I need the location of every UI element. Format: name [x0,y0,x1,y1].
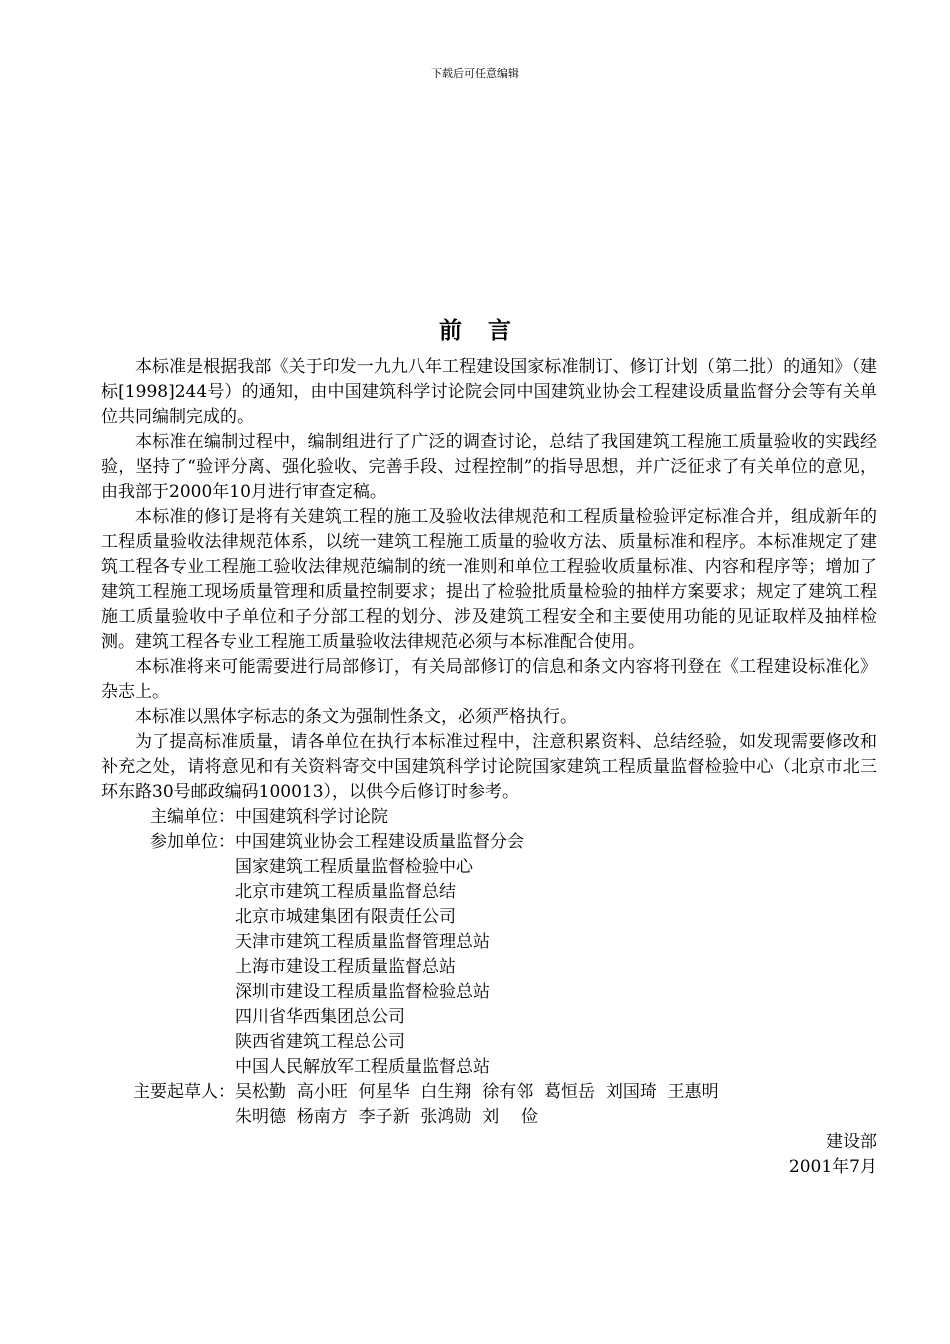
participating-unit: 四川省华西集团总公司 [235,1007,405,1027]
page-title: 前言 [439,317,537,344]
paragraph-2: 本标准在编制过程中，编制组进行了广泛的调查讨论，总结了我国建筑工程施工质量验收的实践经验，坚持了“验评分离、强化验收、完善手段、过程控制”的指导思想，并广泛征求了有关单位的意见，由我部于2000年10月进行审查定稿。 [101,432,877,502]
participating-units-list [235,830,877,1080]
preface-body [101,355,877,1180]
signature-date: 2001年7月 [788,1157,877,1177]
header-note: 下载后可任意编辑 [431,67,519,80]
paragraph-1: 本标准是根据我部《关于印发一九九八年工程建设国家标准制订、修订计划（第二批）的通知》（建标[1998]244号）的通知，由中国建筑科学讨论院会同中国建筑业协会工程建设质量监督分会等有关单位共同编制完成的。 [101,357,877,427]
participating-unit: 北京市城建集团有限责任公司 [235,907,456,927]
drafters-row [101,1080,877,1130]
signature-org: 建设部 [826,1132,877,1152]
chief-unit-row [101,805,877,830]
paragraph-4: 本标准将来可能需要进行局部修订，有关局部修订的信息和条文内容将刊登在《工程建设标准化》杂志上。 [101,657,877,702]
paragraph-3: 本标准的修订是将有关建筑工程的施工及验收法律规范和工程质量检验评定标准合并，组成新年的工程质量验收法律规范体系，以统一建筑工程施工质量的验收方法、质量标准和程序。本标准规定了建筑工程各专业工程施工验收法律规范编制的统一准则和单位工程验收质量标准、内容和程序等；增加了建筑工程施工现场质量管理和质量控制要求；提出了检验批质量检验的抽样方案要求；规定了建筑工程施工质量验收中子单位和子分部工程的划分、涉及建筑工程安全和主要使用功能的见证取样及抽样检测。建筑工程各专业工程施工质量验收法律规范必须与本标准配合使用。 [101,507,877,652]
drafters-line: 吴松勤 高小旺 何星华 白生翔 徐有邻 葛恒岳 刘国琦 王惠明 [235,1082,719,1102]
participating-unit: 上海市建设工程质量监督总站 [235,957,456,977]
participating-unit: 中国人民解放军工程质量监督总站 [235,1057,490,1077]
drafters-list [235,1080,877,1130]
participating-units-label: 参加单位： [150,832,235,852]
chief-unit-label: 主编单位： [150,807,235,827]
paragraph-6: 为了提高标准质量，请各单位在执行本标准过程中，注意积累资料、总结经验，如发现需要修改和补充之处，请将意见和有关资料寄交中国建筑科学讨论院国家建筑工程质量监督检验中心（北京市北三环东路30号邮政编码100013），以供今后修订时参考。 [101,732,877,802]
participating-unit: 中国建筑业协会工程建设质量监督分会 [235,832,524,852]
drafters-line: 朱明德 杨南方 李子新 张鸿勋 刘 俭 [235,1107,538,1127]
paragraph-5: 本标准以黑体字标志的条文为强制性条文，必须严格执行。 [135,707,577,727]
participating-unit: 深圳市建设工程质量监督检验总站 [235,982,490,1002]
chief-unit-value: 中国建筑科学讨论院 [235,807,388,827]
drafters-label: 主要起草人： [133,1082,235,1102]
participating-unit: 北京市建筑工程质量监督总结 [235,882,456,902]
participating-units-row [101,830,877,1080]
participating-unit: 天津市建筑工程质量监督管理总站 [235,932,490,952]
participating-unit: 国家建筑工程质量监督检验中心 [235,857,473,877]
participating-unit: 陕西省建筑工程总公司 [235,1032,405,1052]
